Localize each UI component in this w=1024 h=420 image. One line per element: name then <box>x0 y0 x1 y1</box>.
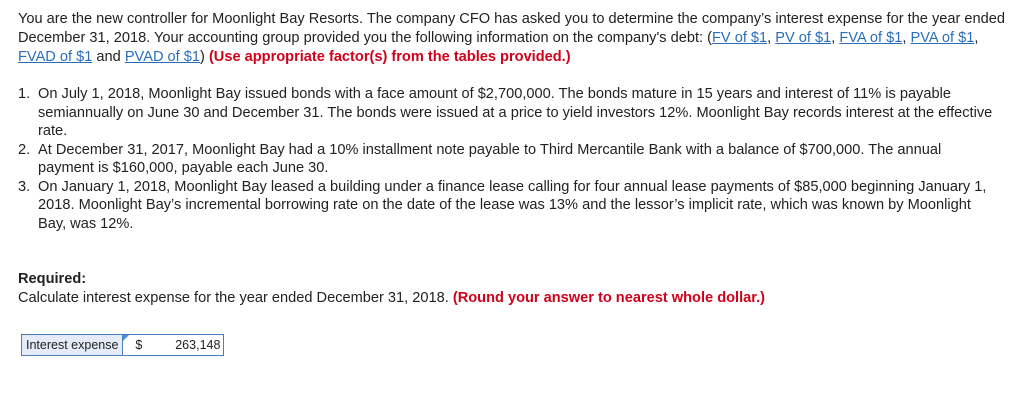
link-pva-of-1[interactable]: PVA of $1 <box>910 30 975 46</box>
required-text: Calculate interest expense for the year ended December 31, 2018. <box>18 290 449 306</box>
link-fv-of-1[interactable]: FV of $1 <box>712 30 768 46</box>
required-heading: Required: <box>18 271 87 287</box>
link-fvad-of-1[interactable]: FVAD of $1 <box>18 49 93 65</box>
problem-intro <box>18 10 1008 67</box>
link-and: and <box>92 49 125 65</box>
debt-items-list <box>18 85 998 233</box>
link-separator: , <box>767 30 776 46</box>
list-item <box>18 141 998 178</box>
item-text: At December 31, 2017, Moonlight Bay had a 10% installment note payable to Third Mercantile Bank with a balance of $700,000. The annual payment is $160,000, payable each June 30. <box>38 141 942 176</box>
item-number: 3. <box>18 178 31 195</box>
table-instruction: (Use appropriate factor(s) from the tables provided.) <box>208 49 571 65</box>
currency-symbol: $ <box>135 338 143 352</box>
item-text: On July 1, 2018, Moonlight Bay issued bonds with a face amount of $2,700,000. The bonds mature in 15 years and interest of 11% is payable semiannually on June 30 and December 31. The bonds were issued at a price to yield investors 12%. Moonlight Bay records interest at the effective rate. <box>38 86 993 139</box>
link-separator: , <box>974 30 979 46</box>
answer-row <box>21 334 224 356</box>
required-text-line <box>18 289 1008 308</box>
interest-expense-value[interactable]: 263,148 <box>175 338 221 352</box>
list-item <box>18 85 998 141</box>
link-pv-of-1[interactable]: PV of $1 <box>775 30 832 46</box>
intro-text: You are the new controller for Moonlight Bay Resorts. The company CFO has asked you to determine the company’s interest expense for the year ended December 31, 2018. Your accounting group provided you the following information on the company's debt: ( <box>18 11 1005 46</box>
rounding-instruction: (Round your answer to nearest whole dollar.) <box>452 290 766 306</box>
required-section <box>18 270 1008 308</box>
item-text: On January 1, 2018, Moonlight Bay leased a building under a finance lease calling for four annual lease payments of $85,000 beginning January 1, 2018. Moonlight Bay’s incremental borrowing rate on the date of the lease was 13% and the lessor’s implicit rate, which was known by Moonlight Bay, was 12%. <box>38 178 987 232</box>
link-separator: , <box>902 30 911 46</box>
link-separator: , <box>831 30 840 46</box>
link-pvad-of-1[interactable]: PVAD of $1 <box>124 49 200 65</box>
link-close-paren: ) <box>200 49 205 65</box>
item-number: 2. <box>18 141 31 158</box>
item-number: 1. <box>18 86 31 102</box>
field-corner-marker <box>123 335 129 341</box>
interest-expense-input[interactable] <box>123 334 224 356</box>
link-fva-of-1[interactable]: FVA of $1 <box>839 30 903 46</box>
list-item <box>18 178 998 234</box>
interest-expense-label: Interest expense <box>21 334 123 356</box>
